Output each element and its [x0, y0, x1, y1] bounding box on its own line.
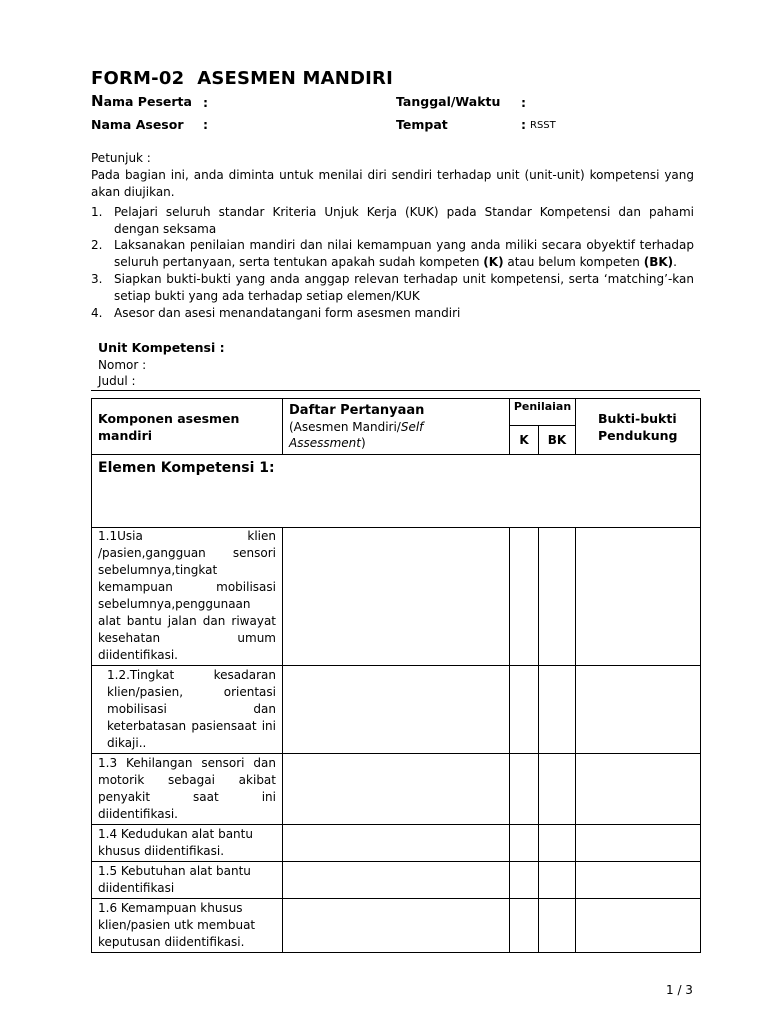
instructions-block	[91, 150, 694, 201]
instructions-heading: Petunjuk :	[91, 151, 151, 165]
bukti-cell[interactable]	[576, 862, 701, 899]
bk-checkbox-cell[interactable]	[539, 528, 576, 666]
header-daftar-title: Daftar Pertanyaan	[289, 403, 425, 418]
header-komponen	[92, 399, 283, 455]
bk-checkbox-cell[interactable]	[539, 862, 576, 899]
list-item-number: 4.	[91, 306, 103, 320]
pertanyaan-cell[interactable]	[283, 825, 510, 862]
nama-peserta-label	[91, 92, 192, 110]
unit-nomor-label: Nomor :	[98, 358, 147, 372]
bk-checkbox-cell[interactable]	[539, 899, 576, 953]
pertanyaan-cell[interactable]	[283, 754, 510, 825]
header-daftar-sub-b: Self Assessment	[289, 420, 424, 450]
k-checkbox-cell[interactable]	[510, 825, 539, 862]
bukti-cell[interactable]	[576, 528, 701, 666]
header-daftar-sub-c: )	[360, 436, 366, 450]
k-checkbox-cell[interactable]	[510, 666, 539, 754]
pertanyaan-cell[interactable]	[283, 899, 510, 953]
table-row	[92, 754, 701, 825]
header-daftar-sub-a: (Asesmen Mandiri/	[289, 420, 401, 434]
header-penilaian: Penilaian	[510, 399, 576, 426]
kuk-cell: 1.3 Kehilangan sensori dan motorik sebagai akibat penyakit saat ini diidentifikasi.	[92, 754, 283, 825]
section-divider	[91, 390, 700, 391]
header-bukti-text: Bukti-bukti Pendukung	[598, 410, 678, 443]
list-item-text	[114, 237, 694, 270]
list-item-text: Pelajari seluruh standar Kriteria Unjuk Kerja (KUK) pada Standar Kompetensi dan pahami dengan seksama	[114, 205, 694, 236]
bk-checkbox-cell[interactable]	[539, 754, 576, 825]
table-header-row	[92, 399, 701, 426]
nama-asesor-colon: :	[203, 117, 208, 132]
kuk-cell: 1.2.Tingkat kesadaran klien/pasien, orientasi mobilisasi dan keterbatasan pasiensaat ini dikaji..	[92, 666, 283, 754]
list-item-number: 1.	[91, 205, 103, 219]
list-item-text-part: .	[673, 254, 677, 269]
header-bk: BK	[539, 426, 576, 455]
unit-judul-label: Judul :	[98, 374, 136, 388]
bukti-cell[interactable]	[576, 754, 701, 825]
pertanyaan-cell[interactable]	[283, 862, 510, 899]
kuk-cell: 1.5 Kebutuhan alat bantu diidentifikasi	[92, 862, 283, 899]
belum-kompeten-code: (BK)	[643, 254, 674, 269]
list-item-text: Siapkan bukti-bukti yang anda anggap relevan terhadap unit kompetensi, serta ‘matching’-kan setiap bukti yang ada terhadap setiap elemen/KUK	[114, 272, 694, 303]
bukti-cell[interactable]	[576, 825, 701, 862]
bk-checkbox-cell[interactable]	[539, 825, 576, 862]
assessment-table	[91, 398, 701, 953]
tanggal-waktu-colon: :	[521, 95, 526, 110]
list-item-text-part: Laksanakan penilaian mandiri dan nilai kemampuan yang anda miliki secara obyektif terhadap seluruh pertanyaan, serta tentukan apakah sudah kompeten	[114, 238, 694, 269]
kuk-cell: 1.6 Kemampuan khusus klien/pasien utk membuat keputusan diidentifikasi.	[92, 899, 283, 953]
header-k: K	[510, 426, 539, 455]
unit-kompetensi-title: Unit Kompetensi :	[98, 340, 225, 355]
table-row	[92, 666, 701, 754]
list-item-number: 2.	[91, 238, 103, 252]
tanggal-waktu-label: Tanggal/Waktu	[396, 94, 501, 109]
tempat-colon: :	[521, 117, 526, 132]
bk-checkbox-cell[interactable]	[539, 666, 576, 754]
page-number: 1 / 3	[666, 983, 693, 997]
elemen-row	[92, 455, 701, 528]
kuk-cell: 1.4 Kedudukan alat bantu khusus diidentifikasi.	[92, 825, 283, 862]
k-checkbox-cell[interactable]	[510, 754, 539, 825]
header-daftar-subtitle	[289, 419, 503, 451]
pertanyaan-cell[interactable]	[283, 666, 510, 754]
nama-asesor-label: Nama Asesor	[91, 117, 184, 132]
nama-peserta-rest: ama Peserta	[103, 94, 192, 109]
table-row	[92, 825, 701, 862]
nama-peserta-colon: :	[203, 95, 208, 110]
list-item-number: 3.	[91, 272, 103, 286]
header-bukti	[576, 399, 701, 455]
k-checkbox-cell[interactable]	[510, 899, 539, 953]
header-daftar	[283, 399, 510, 455]
form-title: FORM-02 ASESMEN MANDIRI	[91, 68, 394, 89]
table-row	[92, 528, 701, 666]
bukti-cell[interactable]	[576, 666, 701, 754]
list-item-text: Asesor dan asesi menandatangani form asesmen mandiri	[114, 306, 461, 320]
tempat-value: RSST	[530, 120, 556, 131]
kompeten-code: (K)	[483, 254, 504, 269]
tempat-label: Tempat	[396, 117, 448, 132]
kuk-cell: 1.1Usia klien /pasien,gangguan sensori sebelumnya,tingkat kemampuan mobilisasi sebelumnya,penggunaan alat bantu jalan dan riwayat kesehatan umum diidentifikasi.	[92, 528, 283, 666]
nama-peserta-initial: N	[91, 92, 104, 110]
k-checkbox-cell[interactable]	[510, 528, 539, 666]
table-row	[92, 862, 701, 899]
bukti-cell[interactable]	[576, 899, 701, 953]
header-komponen-text: Komponen asesmen mandiri	[98, 410, 240, 443]
instructions-intro: Pada bagian ini, anda diminta untuk menilai diri sendiri terhadap unit (unit-unit) kompetensi yang akan diujikan.	[91, 168, 694, 199]
pertanyaan-cell[interactable]	[283, 528, 510, 666]
table-row	[92, 899, 701, 953]
elemen-kompetensi-title: Elemen Kompetensi 1:	[92, 455, 701, 528]
list-item-text-part: atau belum kompeten	[503, 254, 644, 269]
k-checkbox-cell[interactable]	[510, 862, 539, 899]
